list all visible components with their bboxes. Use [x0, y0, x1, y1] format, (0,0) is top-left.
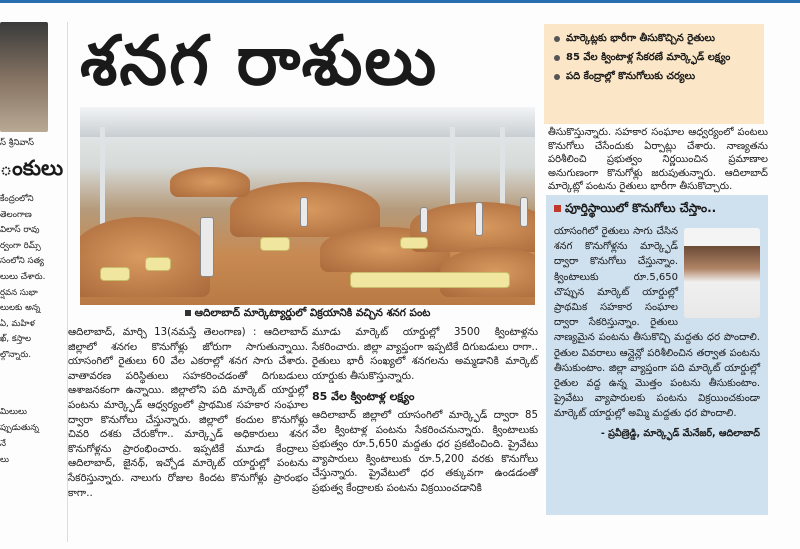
left-line: ఏ, మహిళ [0, 318, 35, 329]
farmer-figure [200, 217, 214, 277]
left-line: విలాస్ రావు [0, 225, 40, 236]
quote-text: యాసంగిలో రైతులు సాగు చేసిన శనగ కొనుగోళ్లను మార్క్ఫెడ్ ద్వారా కొనుగోలు చేస్తున్నాం. క్వింటాలుకు రూ.5,650 చొప్పున మార్కెట్ యార్డుల్లో ప్రాథమిక సహకార సంఘాల ద్వారా సేకరిస్తున్నాం. రైతులు నాణ్యమైన పంటను తీసుకొచ్చి మద్దతు ధర పొందాలి. రైతుల వివరాలు ఆన్లైన్లో పరిశీలించిన తర్వాత పంటను తీసుకుంటాం. జిల్లా వ్యాప్తంగా పది మార్కెట్ యార్డుల్లో రైతుల వద్ద ఉన్న మొత్తం పంటను తీసుకుంటాం. ప్రైవేటు వ్యాపారులకు పంటను విక్రయించకుండా మార్కెట్ యార్డుల్లో అమ్మి మద్దతు ధర పొందాలి. [554, 226, 760, 420]
shed-roof [80, 107, 535, 137]
bullet-icon [554, 36, 560, 42]
left-line: ర్వంగా రిమ్స్ [0, 240, 41, 251]
article-column-1: ఆదిలాబాద్, మార్చి 13(నమస్తే తెలంగాణ) : ఆదిలాబాద్ జిల్లాలో శనగల కొనుగోళ్లు జోరుగా సాగుతున్నాయి. యాసంగిలో రైతులు 60 వేల ఎకరాల్లో శనగ సాగు చేశారు. వాతావరణ పరిస్థితులు సహకరించడంతో దిగుబడులు ఆశాజనకంగా ఉన్నాయి. జిల్లాలోని పది మార్కెట్ యార్డుల్లో పంటను మార్క్ఫెడ్ ఆధ్వర్యంలో ప్రాథమిక సహకార సంఘాల ద్వారా కొనుగోలు చేస్తున్నారు. జిల్లాలో కందుల కొనుగోళ్లు చివరి దశకు చేరుకోగా.. మార్క్ఫెడ్ అధికారులు శనగ కొనుగోళ్లను ప్రారంభించారు. ఇప్పటికే మూడు కేంద్రాలు ఆదిలాబాద్, జైనథ్, ఇచ్చోడ మార్కెట్ యార్డుల్లో పంటను సేకరిస్తున్నారు. నాలుగు రోజుల కిందట కొనుగోళ్లు ప్రారంభం కాగా.. [68, 327, 308, 499]
highlight-item: 85 వేల క్వింటాళ్ల సేకరణే మార్క్ఫెడ్ లక్ష్యం [554, 51, 756, 65]
left-line: ప్పుడుతున్న [0, 422, 39, 433]
left-column-text-2 [0, 404, 66, 468]
left-line: సంలోని సత్య [0, 256, 44, 267]
market-yard-photo [80, 107, 535, 305]
left-adjacent-column [0, 22, 66, 542]
left-line: తెలంగాణ [0, 209, 32, 220]
left-headline: ంకులు [0, 156, 64, 180]
article-column-2 [312, 326, 538, 497]
grain-bag [350, 272, 510, 288]
grain-pile [410, 202, 535, 252]
left-line: కేంద్రంలోని [0, 194, 34, 204]
photo-caption: ఆదిలాబాద్ మార్కెట్యార్డులో విక్రయానికి వచ్చిన శనగ పంట [80, 307, 535, 322]
quote-box [546, 195, 768, 515]
quote-signature: - ప్రవీణ్రెడ్డి, మార్క్ఫెడ్ మేనేజర్, ఆదిలాబాద్ [600, 427, 760, 439]
grain-bag [100, 267, 130, 281]
title-marker-icon [554, 205, 561, 212]
caption-marker-icon [185, 310, 191, 316]
column-2-subhead: 85 వేల క్వింటాళ్ల లక్ష్యం [312, 390, 415, 404]
farmer-figure [475, 202, 483, 236]
farmer-figure [300, 197, 308, 227]
left-column-text [0, 192, 66, 364]
highlight-item: మార్కెట్లకు భారీగా తీసుకొచ్చిన రైతులు [554, 32, 756, 46]
left-line: లు [0, 454, 9, 465]
photo-caption-left: స్ శ్రీనివాస్ [0, 138, 34, 148]
grain-pile [80, 217, 210, 297]
person-photo [0, 22, 48, 132]
grain-bag [400, 237, 428, 249]
quote-box-title: పూర్తిస్థాయిలో కొనుగోలు చేస్తాం.. [554, 201, 760, 218]
grain-bag [260, 237, 290, 251]
article-headline: శనగ రాశులు [80, 22, 439, 101]
grain-pile [170, 167, 250, 197]
grain-bag [145, 257, 171, 271]
farmer-figure [420, 207, 428, 233]
highlights-box [544, 24, 764, 124]
left-line: నే [0, 438, 6, 449]
left-line: లులకు అన్న [0, 303, 41, 314]
left-line: ల్గొన్నారు. [0, 349, 32, 360]
top-rule [0, 0, 800, 3]
bullet-icon [554, 55, 560, 61]
left-line: లులు చేశారు. [0, 271, 46, 282]
left-line: ర్షవన సుభా [0, 287, 38, 298]
column-2-paragraph-1: మూడు మార్కెట్ యార్డుల్లో 3500 క్వింటాళ్లను సేకరించారు. జిల్లా వ్యాప్తంగా ఇప్పటికే దిగుబడులు రాగా.. రైతులు భారీ సంఖ్యలో శనగలను అమ్మడానికి మార్కెట్ యార్డుకు తీసుకొస్తున్నారు. [312, 327, 538, 382]
farmer-figure [520, 197, 528, 227]
manager-portrait [684, 228, 760, 318]
left-line: ఖ్, కస్తాల [0, 334, 32, 345]
column-2-paragraph-2: ఆదిలాబాద్ జిల్లాలో యాసంగిలో మార్క్ఫెడ్ ద్వారా 85 వేల క్వింటాళ్ల పంటను సేకరించనున్నారు. క్వింటాలుకు ప్రభుత్వం రూ.5,650 మద్దతు ధర ప్రకటించింది. ప్రైవేటు వ్యాపారులు క్వింటాలుకు రూ.5,200 వరకు కొనుగోలు చేస్తున్నారు. ప్రైవేటులో ధర తక్కువగా ఉండడంతో ప్రభుత్వ కేంద్రాలకు పంటను విక్రయించడానికి [312, 409, 538, 494]
left-line: మిలులు [0, 406, 27, 417]
highlight-item: పది కేంద్రాల్లో కొనుగోలుకు చర్యలు [554, 70, 756, 84]
bullet-icon [554, 74, 560, 80]
article-column-3: తీసుకొస్తున్నారు. సహకార సంఘాల ఆధ్వర్యంలో పంటలు కొనుగోలు చేసేందుకు ఏర్పాట్లు చేశారు. నాణ్యతను పరిశీలించి ప్రభుత్వం నిర్ణయించిన ప్రమాణాల అనుగుణంగా కొనుగోళ్లు జరుపుతున్నారు. ఆదిలాబాద్ మార్కెట్లో పంటను రైతులు భారీగా తీసుకొచ్చారు. [548, 127, 768, 193]
